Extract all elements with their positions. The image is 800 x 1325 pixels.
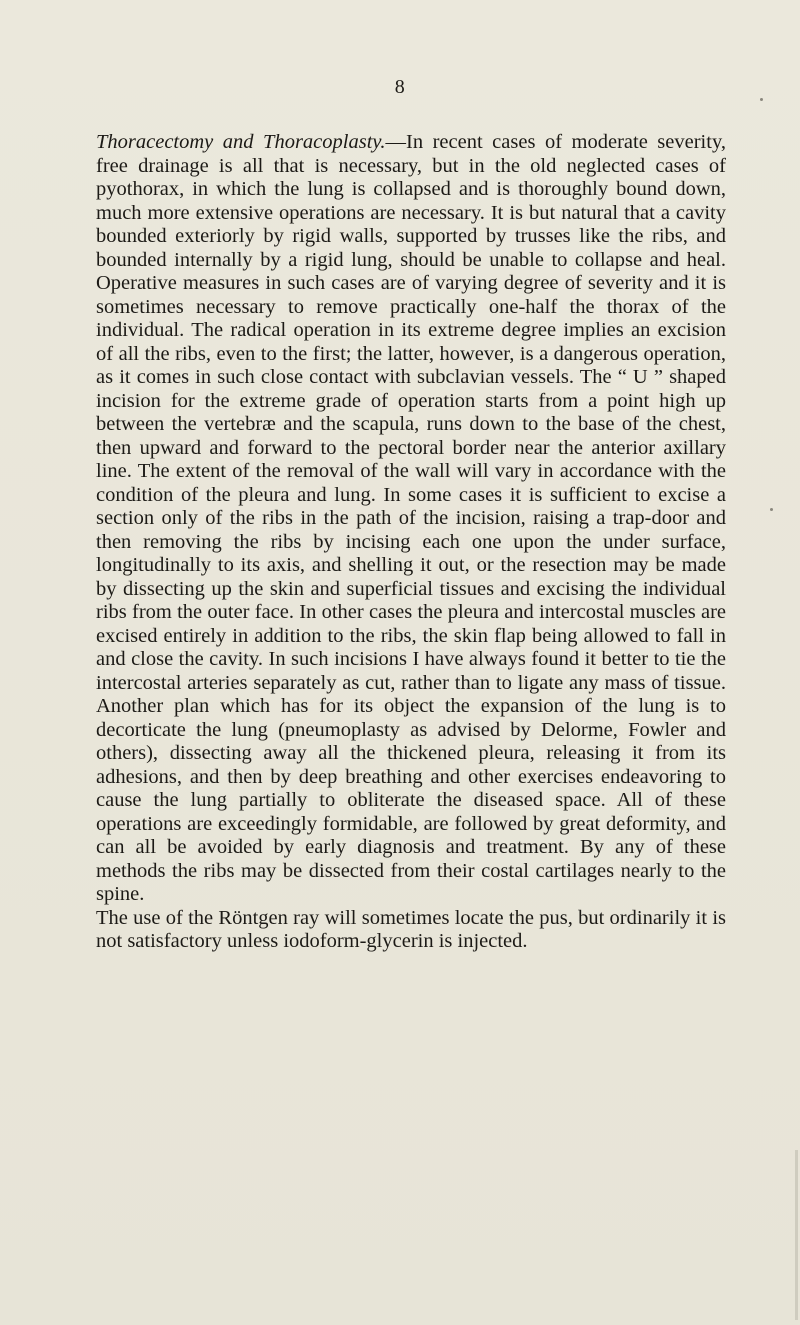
paragraph-1-text: —In recent cases of moderate severity, free drainage is all that is necessary, but in the old neglected cases of pyothorax, in which the lung is collapsed and is thoroughly bound down, much more extensive operations are necessary. It is but natural that a cavity bounded exteriorly by rigid walls, supported by trusses like the ribs, and bounded internally by a rigid lung, should be unable to collapse and heal. Operative measures in such cases are of varying degree of severity and it is sometimes necessary to remove practically one-half the thorax of the individual. The radical operation in its extreme degree implies an excision of all the ribs, even to the first; the latter, however, is a dangerous operation, as it comes in such close contact with subclavian vessels. The “ U ” shaped incision for the extreme grade of operation starts from a point high up between the vertebræ and the scapula, runs down to the base of the chest, then upward and forward to the pectoral border near the anterior axillary line. The extent of the removal of the wall will vary in accordance with the condition of the pleura and lung. In some cases it is sufficient to excise a section only of the ribs in the path of the incision, raising a trap-door and then removing the ribs by incising each one upon the under surface, longitudinally to its axis, and shelling it out, or the resection may be made by dissecting up the skin and superficial tissues and excising the individual ribs from the outer face. In other cases the pleura and intercostal muscles are excised entirely in addition to the ribs, the skin flap being allowed to fall in and close the cavity. In such incisions I have always found it better to tie the intercostal arteries separately as cut, rather than to ligate any mass of tissue. Another plan which has for its object the expansion of the lung is to decorticate the lung (pneumoplasty as advised by Delorme, Fowler and others), dissecting away all the thickened pleura, releasing it from its adhesions, and then by deep breathing and other exercises endeavoring to cause the lung partially to obliterate the diseased space. All of these operations are exceedingly formidable, are followed by great deformity, and can all be avoided by early diagnosis and treatment. By any of these methods the ribs may be dissected from their costal cartilages nearly to the spine. (96, 131, 726, 905)
page-edge-shadow (795, 1150, 798, 1320)
paragraph-1 (96, 131, 726, 907)
print-speck (760, 98, 763, 101)
paragraph-2: The use of the Röntgen ray will sometimes locate the pus, but ordinarily it is not satisfactory unless iodoform-glycerin is injected. (96, 906, 726, 952)
page-number: 8 (394, 76, 406, 98)
article-body (96, 131, 726, 954)
section-heading: Thoracectomy and Thoracoplasty. (96, 131, 386, 153)
print-speck (770, 508, 773, 511)
